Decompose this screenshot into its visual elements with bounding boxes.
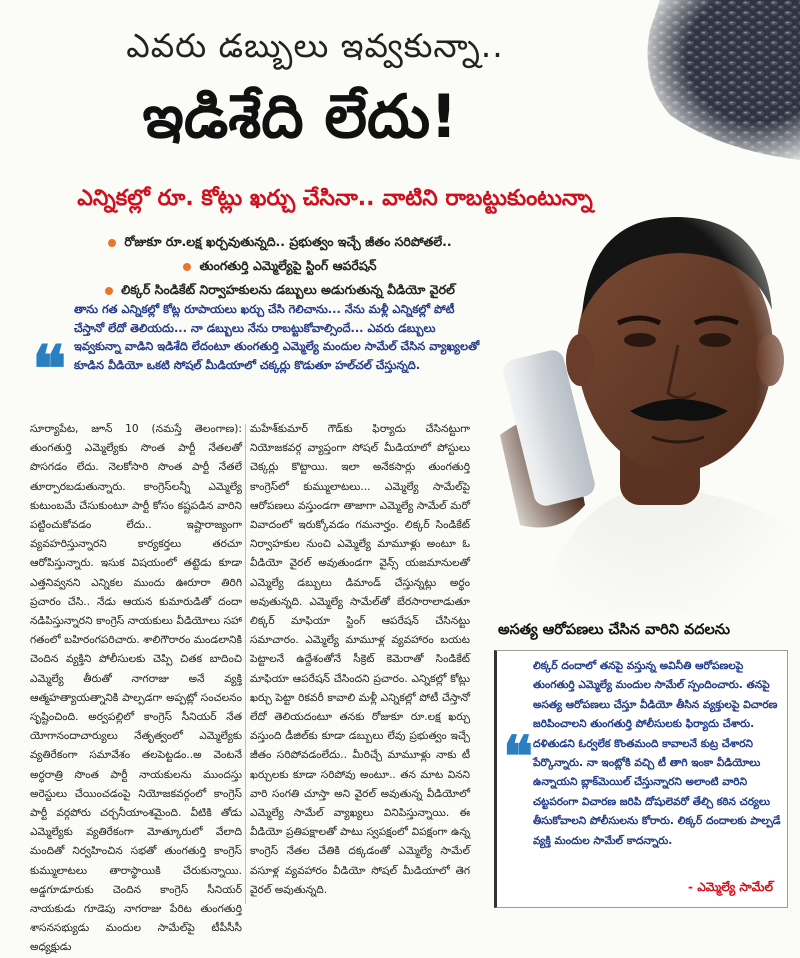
response-box	[494, 650, 788, 908]
response-box-text: లిక్కర్ దందాలో తనపై వస్తున్న అవినీతి ఆరోపణలపై తుంగతుర్తి ఎమ్మెల్యే మందుల సామేల్ స్పందించారు. తనపై అసత్య ఆరోపణలు చేస్తూ వీడియో తీసిన వ్యక్తులపై విచారణ జరిపించాలని తుంగతుర్తి పోలీసులకు ఫిర్యాదు చేశారు. దళితుడని ఓర్వలేక కొంతమంది కావాలనే కుట్ర చేశారని పేర్కొన్నారు. నా ఇంట్లోకి వచ్చి టీ తాగి ఇంకా వీడియోలు ఉన్నాయని బ్లాక్‌మెయిల్ చేస్తున్నారని అలాంటి వారిని చట్టపరంగా విచారణ జరిపి దోషులెవరో తేల్చి కఠిన చర్యలు తీసుకోవాలని పోలీసులను కోరారు. లిక్కర్ దందాలకు పాల్పడే వ్యక్తి మందుల సామేల్ కాదన్నారు.	[533, 660, 781, 847]
seeds-photo	[630, 0, 800, 160]
intro-quote	[12, 300, 482, 412]
headline-main: ఇడిశేది లేదు!	[142, 82, 458, 152]
quote-mark-icon: ❝	[32, 332, 67, 407]
bullet-item: రోజుకూ రూ.లక్ష ఖర్చవుతున్నది.. ప్రభుత్వం ఇచ్చే జీతం సరిపోతలే..	[40, 230, 520, 254]
headline-top: ఎవరు డబ్బులు ఇవ్వకున్నా..	[126, 26, 504, 65]
article-column-2: మహేశ్‌కుమార్ గౌడ్‌కు ఫిర్యాదు చేసినట్టుగా నియోజకవర్గ వ్యాప్తంగా సోషల్ మీడియాలో పోస్టులు చెక్కర్లు కొట్టాయి. ఇలా అనేకసార్లు తుంగతుర్తి కాంగ్రెస్‌లో కుమ్ములాటలు... ఎమ్మెల్యే సామేల్‌పై ఆరోపణలు వస్తుండగా తాజాగా ఎమ్మెల్యే సామేల్ మరో వివాదంలో ఇరుక్కోవడం గమనార్హం. లిక్కర్ సిండికేట్ నిర్వాహకుల నుంచి ఎమ్మెల్యే మామూళ్లు అంటూ ఓ వీడియో వైరల్ అవుతుండగా వైన్స్ యజమానులతో ఎమ్మెల్యే డబ్బులు డిమాండ్ చేస్తున్నట్లు అర్థం అవుతున్నది. ఎమ్మెల్యే సామేల్‌తో బేరసారాలాడుతూ లిక్కర్ మాఫియా స్టింగ్ ఆపరేషన్ చేసినట్టు సమాచారం. ఎమ్మెల్యే మామూళ్ల వ్యవహారం బయట పెట్టాలనే ఉద్దేశంతోనే సీక్రెట్ కెమెరాతో సిండికేట్ మాఫియా ఆపరేషన్ చేసిందని ప్రచారం. ఎన్నికల్లో కోట్లు ఖర్చు పెట్టా రికవరీ కావాలి మళ్లీ ఎన్నికల్లో పోటీ చేస్తానో లేదో తెలియదంటూ తనకు రోజుకూ రూ.లక్ష ఖర్చు వస్తుంది డీజిల్‌కు కూడా డబ్బులు లేవు ప్రభుత్వం ఇచ్చే జీతం సరిపోవడంలేదు.. మీరిచ్చే మామూళ్లు నాకు టీ ఖర్చులకు కూడా సరిపోవు అంటూ.. తన మాట వినని వారి సంగతి చూస్తా అని వైరల్ అవుతున్న వీడియోలో ఎమ్మెల్యే సామేల్ వ్యాఖ్యలు వినిపిస్తున్నాయి. ఈ వీడియో ప్రతిపక్షాలతో పాటు స్వపక్షంలో విపక్షంగా ఉన్న కాంగ్రెస్ నేతల చేతికి దక్కడంతో ఎమ్మెల్యే సామేల్ వసూళ్ల వ్యవహారం వీడియో సోషల్ మీడియాలో తెగ వైరల్ అవుతున్నది.	[250, 423, 470, 896]
bullet-list	[40, 230, 520, 302]
bullet-item: లిక్కర్ సిండికేట్ నిర్వాహకులను డబ్బులు అడుగుతున్న వీడియో వైరల్	[40, 278, 520, 302]
article-column-1: సూర్యాపేట, జూన్ 10 (నమస్తే తెలంగాణ): తుంగతుర్తి ఎమ్మెల్యేకు సొంత పార్టీ నేతలతో పొసగడం లేదు. నెలకోసారి సొంత పార్టీ నేతలే తూర్పారబడుతున్నారు. కాంగ్రెస్‌లన్నీ ఎమ్మెల్యే కుటుంబమే చేసుకుంటూ పార్టీ కోసం కష్టపడిన వారిని పట్టించుకోవడం లేదు.. ఇష్టారాజ్యంగా వ్యవహరిస్తున్నారని కార్యకర్తలు తరచూ ఆరోపిస్తున్నారు. ఇసుక విషయంలో తట్టెడు కూడా ఎత్తనివ్వనని ఎన్నికల ముందు ఊరూరా తిరిగి ప్రచారం చేసి.. నేడు ఆయన కుమారుడితో దందా నడిపిస్తున్నారని కాంగ్రెస్ నాయకులు వీడియోలు సహా గతంలో బహిరంగపరిచారు. శాలిగౌరారం మండలానికి చెందిన వ్యక్తిని పోలీసులకు చెప్పి చితక బాదించి ఎమ్మెల్యే తీరుతో నాగరాజు అనే వ్యక్తి ఆత్మహత్యాయత్నానికి పాల్పడగా అప్పట్లో సంచలనం సృష్టించింది. అర్వపల్లిలో కాంగ్రెస్ సీనియర్ నేత యోగానందాచార్యులు నేతృత్వంలో ఎమ్మెల్యేకు వ్యతిరేకంగా సమావేశం తలపెట్టడం..అ వెంటనే అర్ధరాత్రి సొంత పార్టీ నాయకులను ముందస్తు అరెస్టులు చేయించడంపై నియోజకవర్గంలో కాంగ్రెస్ పార్టీ వర్గపోరు చర్చనీయాంశమైంది. వీటికి తోడు ఎమ్మెల్యేకు వ్యతిరేకంగా మోత్కూరులో వేలాది మందితో నిర్వహించిన సభతో తుంగతుర్తి కాంగ్రెస్ కుమ్ములాటలు తారాస్థాయికి చేరుకున్నాయి. అడ్డగూడూరుకు చెందిన కాంగ్రెస్ సీనియర్ నాయకుడు గూడెపు నాగరాజు పేరిట తుంగతుర్తి శాసనసభ్యుడు మందుల సామేల్‌పై టీపీసీసీ అధ్యక్షుడు	[30, 423, 242, 954]
column-divider	[245, 424, 246, 904]
response-box-signature: - ఎమ్మెల్యే సామేల్	[688, 880, 773, 894]
headline-subtitle: ఎన్నికల్లో రూ. కోట్లు ఖర్చు చేసినా.. వాటిని రాబట్టుకుంటున్నా	[77, 186, 593, 211]
response-box-heading: అసత్య ఆరోపణలు చేసిన వారిని వదలను	[498, 622, 730, 638]
bullet-dot-icon	[108, 239, 116, 247]
bullet-dot-icon	[105, 287, 113, 295]
intro-quote-text: తాను గత ఎన్నికల్లో కోట్ల రూపాయలు ఖర్చు చేసి గెలిచాను... నేను మళ్లీ ఎన్నికల్లో పోటీ చేస్తానో లేదో తెలియదు... నా డబ్బులు నేను రాబట్టుకోవాల్సిందే... ఎవరు డబ్బులు ఇవ్వకున్నా వాడిని ఇడిశేది లేదంటూ తుంగతుర్తి ఎమ్మెల్యే మందుల సామేల్ చేసిన వ్యాఖ్యలతో కూడిన వీడియో ఒకటి సోషల్ మీడియాలో చక్కర్లు కొడుతూ హల్‌చల్ చేస్తున్నది.	[74, 302, 480, 372]
politician-photo	[500, 175, 800, 615]
bullet-item: తుంగతుర్తి ఎమ్మెల్యేపై స్టింగ్ ఆపరేషన్	[40, 254, 520, 278]
quote-mark-icon: ❝	[503, 724, 534, 790]
bullet-dot-icon	[183, 263, 191, 271]
